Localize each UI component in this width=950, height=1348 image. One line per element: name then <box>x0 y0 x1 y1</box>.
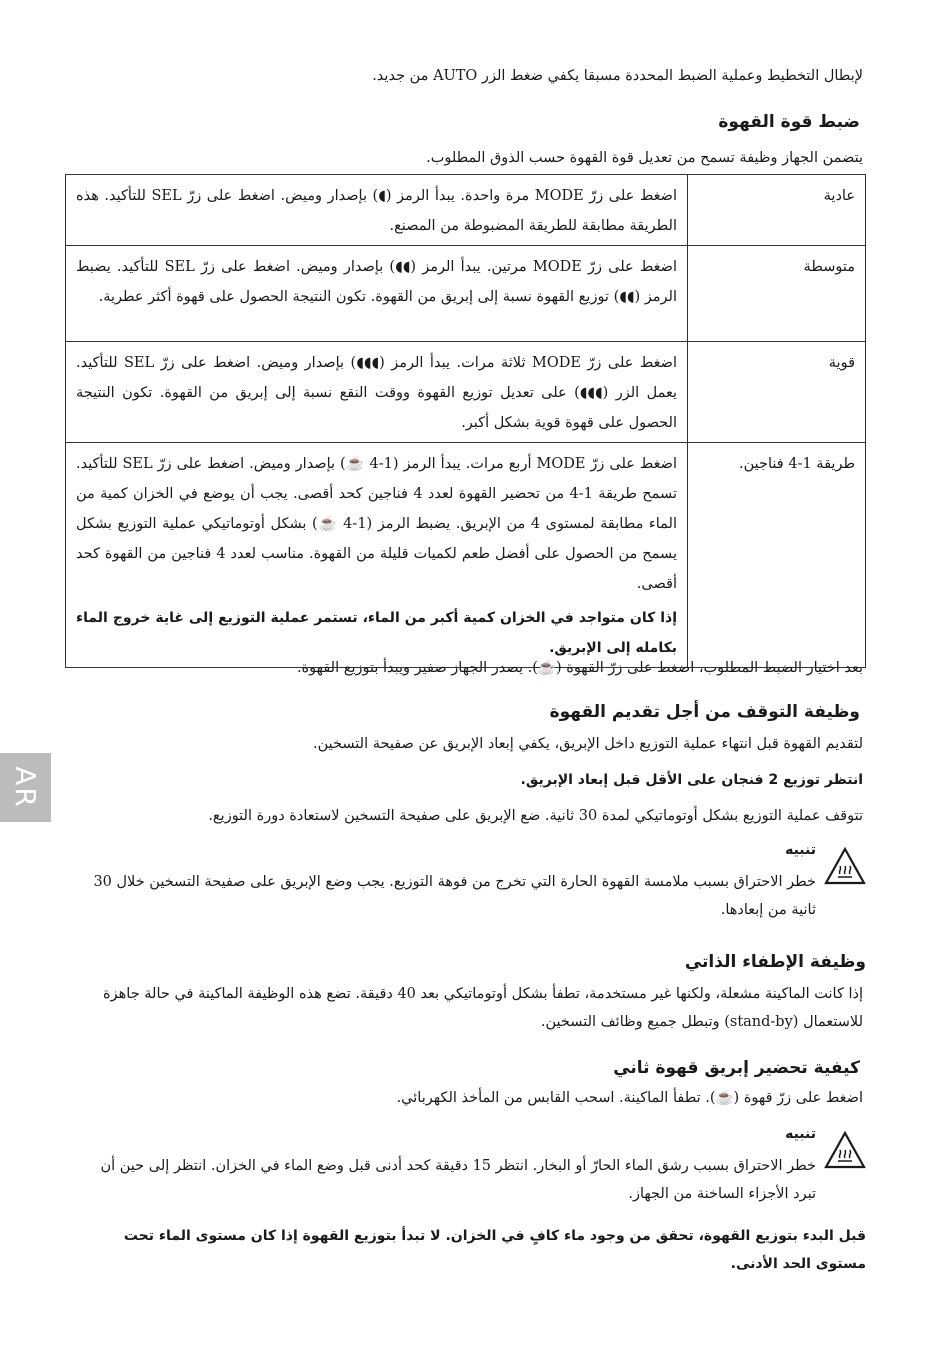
table-row <box>66 175 866 246</box>
row-description-text: اضغط على زرّ MODE أربع مرات. يبدأ الرمز (1-4 ☕) بإصدار وميض. اضغط على زرّ SEL للتأكيد. تسمح طريقة 1-4 من تحضير القهوة لعدد 4 فناجين كحد أقصى. يجب أن يوضع في الخزان كمية من الماء مطابقة لمستوى 4 من الإبريق. يضبط الرمز (1-4 ☕) بشكل أوتوماتيكي عملية التوزيع بشكل يسمح من الحصول على أفضل طعم لكميات قليلة من القهوة. مناسب لعدد 4 فناجين من القهوة كحد أقصى. <box>76 456 678 592</box>
language-tab-label: AR <box>8 766 42 809</box>
row-label: قوية <box>688 342 866 443</box>
stop-paragraph-2: تتوقف عملية التوزيع بشكل أوتوماتيكي لمدة 30 ثانية. ضع الإبريق على صفيحة التسخين لاستعادة دورة التوزيع. <box>208 808 863 824</box>
after-table-text: بعد اختيار الضبط المطلوب، اضغط على زرّ القهوة (☕). يصدر الجهاز صفير ويبدأ بتوزيع القهوة. <box>296 660 863 676</box>
row-label: متوسطة <box>688 246 866 342</box>
second-pot-heading: كيفية تحضير إبريق قهوة ثاني <box>613 1058 860 1078</box>
strength-table <box>65 174 866 668</box>
autooff-heading: وظيفة الإطفاء الذاتي <box>684 952 866 972</box>
strength-intro: يتضمن الجهاز وظيفة تسمح من تعديل قوة القهوة حسب الذوق المطلوب. <box>426 150 863 166</box>
warning-title: تنبيه <box>785 1126 816 1142</box>
language-tab <box>0 753 51 822</box>
stop-paragraph-1: لتقديم القهوة قبل انتهاء عملية التوزيع داخل الإبريق، يكفي إبعاد الإبريق عن صفيحة التسخين. <box>312 736 863 752</box>
row-label: عادية <box>688 175 866 246</box>
warning-text: خطر الاحتراق بسبب رشق الماء الحارّ أو البخار. انتظر 15 دقيقة كحد أدنى قبل وضع الماء في الخزان. انتظر إلى حين أن تبرد الأجزاء الساخنة من الجهاز. <box>100 1158 816 1202</box>
autooff-paragraph: إذا كانت الماكينة مشعلة، ولكنها غير مستخدمة، تطفأ بشكل أوتوماتيكي بعد 40 دقيقة. تضع هذه الوظيفة الماكينة في حالة جاهزة للاستعمال (stand-by) وتبطل جميع وظائف التسخين. <box>103 986 863 1030</box>
row-label: طريقة 1-4 فناجين. <box>688 443 866 668</box>
row-description: اضغط على زرّ MODE ثلاثة مرات. يبدأ الرمز (◖◖◖) بإصدار وميض. اضغط على زرّ SEL للتأكيد. يعمل الزر (◖◖◖) على تعديل توزيع القهوة ووقت النقع نسبة إلى إبريق من القهوة. تكون النتيجة الحصول على قهوة قوية بشكل أكبر. <box>66 342 688 443</box>
warning-title: تنبيه <box>785 842 816 858</box>
table-row <box>66 342 866 443</box>
hot-surface-warning-icon <box>823 846 867 886</box>
stop-bold-note: انتظر توزيع 2 فنجان على الأقل قبل إبعاد الإبريق. <box>520 772 863 788</box>
final-bold-note: قبل البدء بتوزيع القهوة، تحقق من وجود ماء كافٍ في الخزان. لا تبدأ بتوزيع القهوة إذا كان مستوى الماء تحت مستوى الحد الأدنى. <box>123 1228 866 1272</box>
warning-text: خطر الاحتراق بسبب ملامسة القهوة الحارة التي تخرج من فوهة التوزيع. يجب وضع الإبريق على صفيحة التسخين خلال 30 ثانية من إبعادها. <box>93 874 816 918</box>
hot-surface-warning-icon <box>823 1130 867 1170</box>
table-row <box>66 246 866 342</box>
row-note: إذا كان متواجد في الخزان كمية أكبر من الماء، تستمر عملية التوزيع إلى غاية خروج الماء بكامله إلى الإبريق. <box>76 610 677 656</box>
intro-text: لإبطال التخطيط وعملية الضبط المحددة مسبقا يكفي ضغط الزر AUTO من جديد. <box>372 68 863 84</box>
strength-heading: ضبط قوة القهوة <box>718 112 860 132</box>
second-pot-paragraph: اضغط على زرّ قهوة (☕). تطفأ الماكينة. اسحب القابس من المأخذ الكهربائي. <box>396 1090 863 1106</box>
row-description: اضغط على زرّ MODE مرة واحدة. يبدأ الرمز (◖) بإصدار وميض. اضغط على زرّ SEL للتأكيد. هذه الطريقة مطابقة للطريقة المضبوطة من المصنع. <box>66 175 688 246</box>
row-description: اضغط على زرّ MODE مرتين. يبدأ الرمز (◖◖) بإصدار وميض. اضغط على زرّ SEL للتأكيد. يضبط الرمز (◖◖) توزيع القهوة نسبة إلى إبريق من القهوة. تكون النتيجة الحصول على قهوة أكثر عطرية. <box>66 246 688 342</box>
row-description <box>66 443 688 668</box>
table-row <box>66 443 866 668</box>
stop-heading: وظيفة التوقف من أجل تقديم القهوة <box>549 702 860 722</box>
